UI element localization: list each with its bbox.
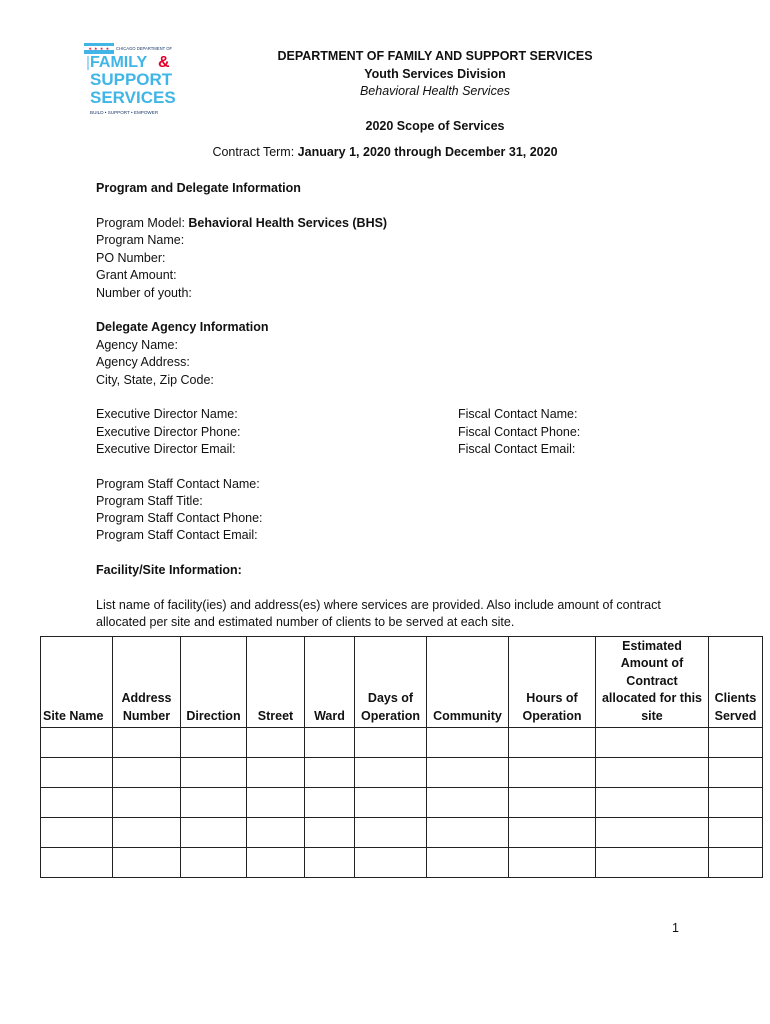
svg-text:SERVICES: SERVICES xyxy=(90,88,176,107)
svg-text:&: & xyxy=(158,54,170,71)
table-cell[interactable] xyxy=(596,728,709,758)
program-model xyxy=(96,215,387,232)
col-site-name: Site Name xyxy=(41,637,113,728)
table-row xyxy=(41,818,763,848)
table-cell[interactable] xyxy=(355,788,427,818)
program-model-value: Behavioral Health Services (BHS) xyxy=(188,216,388,230)
table-cell[interactable] xyxy=(247,818,305,848)
scope-title: 2020 Scope of Services xyxy=(365,118,505,133)
table-cell[interactable] xyxy=(113,848,181,878)
contract-term xyxy=(0,145,770,159)
city-state-zip-field: City, State, Zip Code: xyxy=(96,372,214,387)
contract-term-value: January 1, 2020 through December 31, 2020 xyxy=(297,145,558,159)
facility-section-heading: Facility/Site Information: xyxy=(96,563,242,577)
table-cell[interactable] xyxy=(41,848,113,878)
col-hours-of-operation: Hours of Operation xyxy=(509,637,596,728)
executive-director-phone-field: Executive Director Phone: xyxy=(96,424,241,439)
table-cell[interactable] xyxy=(41,758,113,788)
table-cell[interactable] xyxy=(305,788,355,818)
subdivision-title: Behavioral Health Services xyxy=(359,84,511,98)
svg-text:CHICAGO DEPARTMENT OF: CHICAGO DEPARTMENT OF xyxy=(116,46,173,51)
table-cell[interactable] xyxy=(181,848,247,878)
executive-director-email-field: Executive Director Email: xyxy=(96,442,236,456)
table-cell[interactable] xyxy=(596,758,709,788)
table-cell[interactable] xyxy=(181,728,247,758)
table-cell[interactable] xyxy=(709,848,763,878)
agency-address-field: Agency Address: xyxy=(96,355,190,369)
table-cell[interactable] xyxy=(427,728,509,758)
table-cell[interactable] xyxy=(247,848,305,878)
table-cell[interactable] xyxy=(41,788,113,818)
staff-contact-email-field: Program Staff Contact Email: xyxy=(96,528,258,542)
table-cell[interactable] xyxy=(247,758,305,788)
document-header xyxy=(200,48,670,135)
department-title: DEPARTMENT OF FAMILY AND SUPPORT SERVICES xyxy=(277,49,593,63)
table-header-row xyxy=(41,637,763,728)
table-cell[interactable] xyxy=(305,818,355,848)
table-cell[interactable] xyxy=(305,728,355,758)
col-days-of-operation: Days of Operation xyxy=(355,637,427,728)
table-cell[interactable] xyxy=(596,788,709,818)
col-direction: Direction xyxy=(181,637,247,728)
table-cell[interactable] xyxy=(247,788,305,818)
table-row xyxy=(41,758,763,788)
table-cell[interactable] xyxy=(509,728,596,758)
table-cell[interactable] xyxy=(509,848,596,878)
table-cell[interactable] xyxy=(596,818,709,848)
table-cell[interactable] xyxy=(509,788,596,818)
table-cell[interactable] xyxy=(181,818,247,848)
col-address-number: Address Number xyxy=(113,637,181,728)
table-cell[interactable] xyxy=(427,818,509,848)
svg-text:✶ ✶ ✶ ✶: ✶ ✶ ✶ ✶ xyxy=(88,46,110,53)
col-street: Street xyxy=(247,637,305,728)
table-cell[interactable] xyxy=(113,728,181,758)
table-cell[interactable] xyxy=(355,848,427,878)
table-cell[interactable] xyxy=(181,758,247,788)
program-name-field: Program Name: xyxy=(96,233,185,247)
col-clients-served: Clients Served xyxy=(709,637,763,728)
facility-instructions-line-2: allocated per site and estimated number of clients to be served at each site. xyxy=(96,615,515,629)
table-cell[interactable] xyxy=(41,818,113,848)
page-number: 1 xyxy=(672,921,679,935)
site-table-body xyxy=(41,728,763,878)
site-information-table xyxy=(40,636,763,878)
table-row xyxy=(41,728,763,758)
table-cell[interactable] xyxy=(305,758,355,788)
svg-text:BUILD • SUPPORT • EMPOWER: BUILD • SUPPORT • EMPOWER xyxy=(90,110,159,115)
table-cell[interactable] xyxy=(305,848,355,878)
table-cell[interactable] xyxy=(113,818,181,848)
table-cell[interactable] xyxy=(355,728,427,758)
col-estimated-amount: Estimated Amount of Contract allocated for this site xyxy=(596,637,709,728)
fiscal-contact-phone-field: Fiscal Contact Phone: xyxy=(458,424,581,439)
table-cell[interactable] xyxy=(41,728,113,758)
staff-contact-name-field: Program Staff Contact Name: xyxy=(96,477,260,491)
division-title: Youth Services Division xyxy=(364,66,506,81)
agency-section-heading: Delegate Agency Information xyxy=(96,320,269,334)
dfss-logo xyxy=(80,40,184,120)
staff-contact-phone-field: Program Staff Contact Phone: xyxy=(96,511,263,525)
table-cell[interactable] xyxy=(113,788,181,818)
executive-director-name-field: Executive Director Name: xyxy=(96,407,238,421)
table-cell[interactable] xyxy=(709,728,763,758)
svg-text:FAMILY: FAMILY xyxy=(90,54,148,71)
table-cell[interactable] xyxy=(427,848,509,878)
staff-title-field: Program Staff Title: xyxy=(96,494,203,508)
table-row xyxy=(41,788,763,818)
number-of-youth-field: Number of youth: xyxy=(96,285,192,300)
agency-name-field: Agency Name: xyxy=(96,337,178,352)
table-cell[interactable] xyxy=(181,788,247,818)
col-community: Community xyxy=(427,637,509,728)
table-cell[interactable] xyxy=(509,758,596,788)
table-row xyxy=(41,848,763,878)
table-cell[interactable] xyxy=(709,758,763,788)
col-ward: Ward xyxy=(305,637,355,728)
table-cell[interactable] xyxy=(247,728,305,758)
table-cell[interactable] xyxy=(427,758,509,788)
table-cell[interactable] xyxy=(509,818,596,848)
fiscal-contact-name-field: Fiscal Contact Name: xyxy=(458,407,578,421)
table-cell[interactable] xyxy=(355,758,427,788)
table-cell[interactable] xyxy=(709,818,763,848)
table-cell[interactable] xyxy=(113,758,181,788)
grant-amount-field: Grant Amount: xyxy=(96,268,177,282)
table-cell[interactable] xyxy=(355,818,427,848)
program-model-label: Program Model: xyxy=(96,216,189,230)
table-cell[interactable] xyxy=(709,788,763,818)
svg-text:SUPPORT: SUPPORT xyxy=(90,70,173,89)
fiscal-contact-email-field: Fiscal Contact Email: xyxy=(458,442,576,456)
table-cell[interactable] xyxy=(427,788,509,818)
table-cell[interactable] xyxy=(596,848,709,878)
program-section-heading: Program and Delegate Information xyxy=(96,181,301,195)
facility-instructions-line-1: List name of facility(ies) and address(es) where services are provided. Also include amount of contract xyxy=(96,598,661,612)
po-number-field: PO Number: xyxy=(96,250,166,265)
contract-term-label: Contract Term: xyxy=(212,145,298,159)
